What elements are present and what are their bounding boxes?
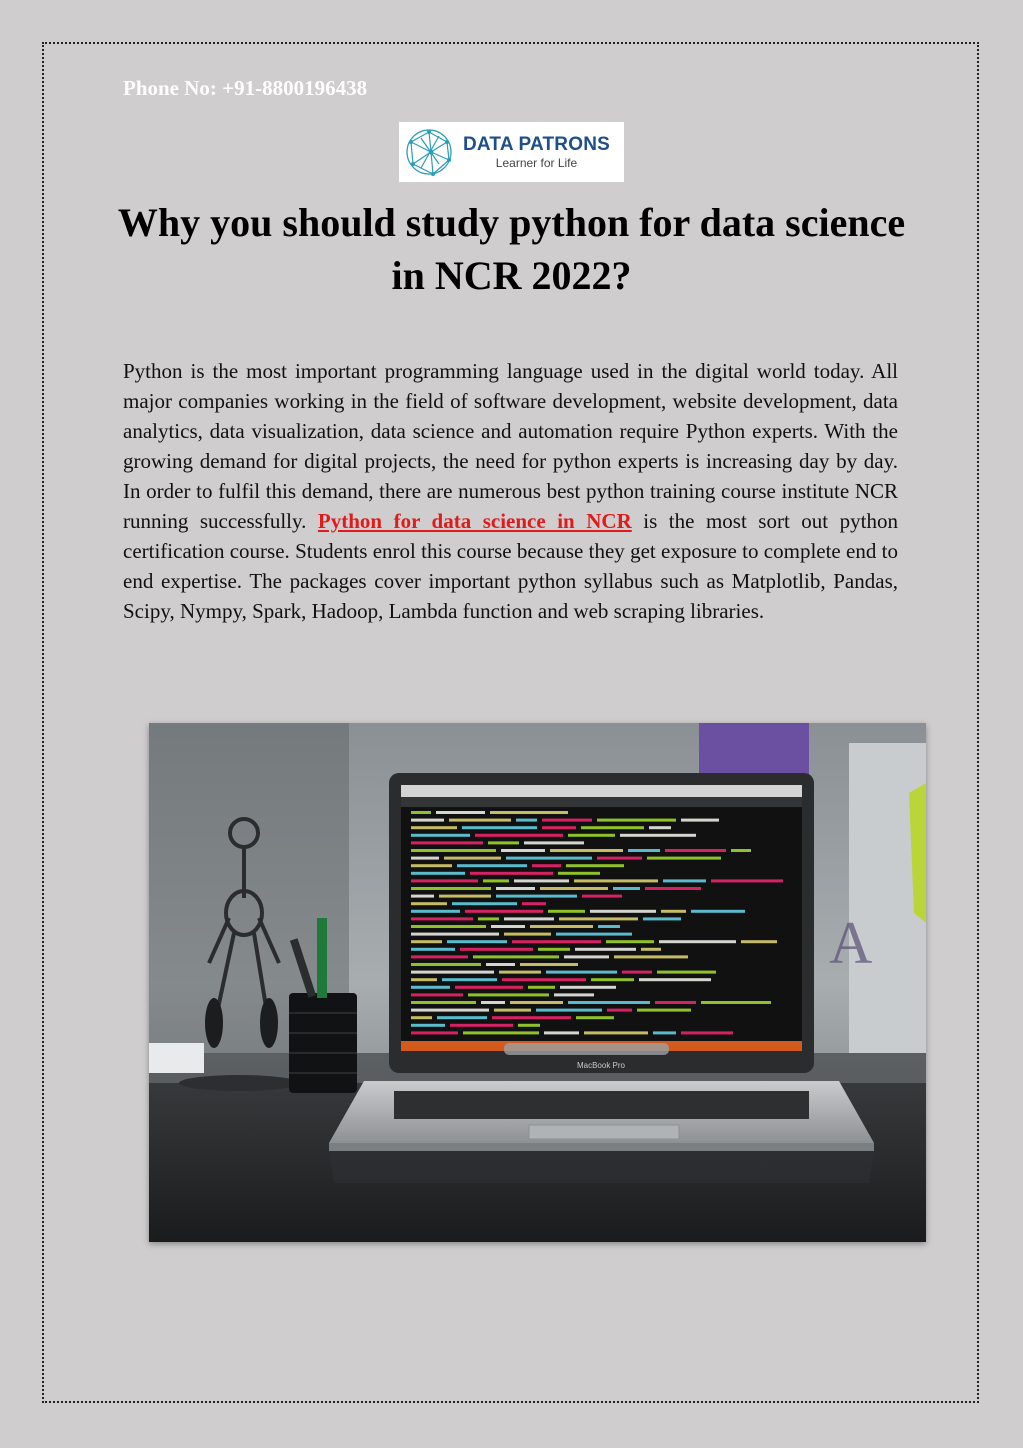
paragraph-text-before: Python is the most important programming language used in the digital world today. All major companies working in the field of software development, website development, data analytics, data visualization, data science and automation require Python experts. With the growing demand for digital projects, the need for python experts is increasing day by day. In order to fulfil this demand, there are numerous best python training course institute NCR running successfully.	[123, 359, 898, 533]
code-line-segment	[514, 879, 569, 882]
code-line-segment	[613, 887, 640, 890]
code-line-segment	[496, 895, 577, 898]
code-line-segment	[411, 1001, 476, 1004]
code-line-segment	[643, 917, 681, 920]
code-line-segment	[491, 925, 525, 928]
code-line-segment	[481, 1001, 505, 1004]
code-line-segment	[582, 895, 622, 898]
code-line-segment	[502, 978, 586, 981]
code-line-segment	[657, 971, 716, 974]
code-line-segment	[483, 879, 509, 882]
brain-network-icon	[401, 124, 457, 180]
code-line-segment	[411, 811, 431, 814]
code-line-segment	[444, 857, 501, 860]
code-line-segment	[494, 1009, 531, 1012]
code-line-segment	[463, 1031, 539, 1034]
code-line-segment	[411, 857, 439, 860]
code-line-segment	[411, 834, 470, 837]
code-line-segment	[411, 955, 468, 958]
code-line-segment	[576, 1016, 614, 1019]
code-line-segment	[437, 1016, 487, 1019]
code-line-segment	[590, 910, 656, 913]
code-line-segment	[447, 940, 507, 943]
code-line-segment	[468, 993, 549, 996]
code-line-segment	[661, 910, 686, 913]
code-line-segment	[492, 1016, 571, 1019]
code-line-segment	[490, 811, 568, 814]
code-line-segment	[411, 841, 483, 844]
code-line-segment	[510, 1001, 563, 1004]
article-paragraph	[123, 356, 898, 626]
code-line-segment	[691, 910, 745, 913]
code-line-segment	[556, 933, 632, 936]
code-line-segment	[460, 948, 533, 951]
code-line-segment	[665, 849, 726, 852]
phone-number: Phone No: +91-8800196438	[123, 76, 368, 100]
code-line-segment	[478, 917, 499, 920]
logo	[399, 122, 624, 182]
code-line-segment	[681, 1031, 733, 1034]
code-line-segment	[470, 872, 553, 875]
laptop-photo	[149, 723, 926, 1242]
svg-text:A: A	[829, 910, 873, 976]
code-line-segment	[475, 834, 563, 837]
code-line-segment	[559, 917, 638, 920]
code-line-segment	[622, 971, 652, 974]
code-line-segment	[655, 1001, 696, 1004]
code-line-segment	[560, 986, 616, 989]
code-line-segment	[501, 849, 545, 852]
code-line-segment	[548, 910, 585, 913]
code-line-segment	[568, 834, 615, 837]
code-line-segment	[465, 910, 543, 913]
code-line-segment	[597, 857, 642, 860]
code-line-segment	[518, 1024, 540, 1027]
code-line-segment	[614, 955, 688, 958]
code-line-segment	[653, 1031, 676, 1034]
code-line-segment	[411, 910, 460, 913]
code-line-segment	[591, 978, 634, 981]
code-line-segment	[558, 872, 600, 875]
code-line-segment	[536, 1009, 602, 1012]
code-line-segment	[546, 971, 617, 974]
code-line-segment	[411, 1016, 432, 1019]
code-line-segment	[645, 887, 701, 890]
code-line-segment	[584, 1031, 648, 1034]
laptop-brand-label: MacBook Pro	[576, 1061, 626, 1070]
code-line-segment	[449, 819, 511, 822]
code-line-segment	[436, 811, 485, 814]
logo-tagline: Learner for Life	[495, 155, 578, 170]
code-line-segment	[637, 1009, 691, 1012]
code-line-segment	[516, 819, 537, 822]
code-line-segment	[488, 841, 519, 844]
code-line-segment	[649, 826, 671, 829]
code-line-segment	[411, 902, 447, 905]
code-line-segment	[542, 826, 576, 829]
code-line-segment	[512, 940, 601, 943]
code-line-segment	[532, 864, 561, 867]
code-line-segment	[542, 819, 592, 822]
code-line-segment	[439, 895, 491, 898]
code-line-segment	[411, 1031, 458, 1034]
code-line-segment	[606, 940, 654, 943]
code-line-segment	[566, 864, 624, 867]
code-line-segment	[607, 1009, 632, 1012]
code-line-segment	[663, 879, 706, 882]
code-line-segment	[564, 955, 609, 958]
code-line-segment	[411, 1009, 489, 1012]
code-line-segment	[450, 1024, 513, 1027]
code-line-segment	[496, 887, 535, 890]
code-line-segment	[639, 978, 711, 981]
code-line-segment	[544, 1031, 579, 1034]
code-line-segment	[457, 864, 527, 867]
code-line-segment	[506, 857, 592, 860]
logo-name: DATA PATRONS	[463, 133, 610, 155]
code-line-segment	[411, 864, 452, 867]
code-line-segment	[411, 940, 442, 943]
code-line-segment	[550, 849, 623, 852]
code-line-segment	[701, 1001, 771, 1004]
code-line-segment	[647, 857, 721, 860]
code-line-segment	[575, 948, 636, 951]
code-line-segment	[731, 849, 751, 852]
code-line-segment	[411, 849, 496, 852]
code-line-segment	[462, 826, 537, 829]
code-line-segment	[473, 955, 559, 958]
code-line-segment	[620, 834, 696, 837]
python-data-science-link[interactable]: Python for data science in NCR	[317, 509, 632, 533]
code-line-segment	[411, 879, 478, 882]
code-line-segment	[411, 978, 437, 981]
code-line-segment	[538, 948, 570, 951]
code-line-segment	[455, 986, 523, 989]
code-line-segment	[659, 940, 736, 943]
paragraph-text-after: is the most sort out python certification course. Students enrol this course because they get exposure to complete end to end expertise. The packages cover important python syllabus such as Matplotlib, Pandas, Scipy, Nympy, Spark, Hadoop, Lambda function and web scraping libraries.	[123, 509, 898, 623]
code-line-segment	[741, 940, 777, 943]
code-line-segment	[597, 819, 676, 822]
code-line-segment	[411, 887, 491, 890]
code-line-segment	[524, 841, 584, 844]
code-line-segment	[504, 917, 554, 920]
code-line-segment	[486, 963, 515, 966]
laptop-photo-illustration	[149, 723, 926, 1242]
code-line-segment	[442, 978, 497, 981]
code-line-segment	[581, 826, 644, 829]
code-line-segment	[411, 925, 486, 928]
code-line-segment	[520, 963, 578, 966]
code-line-segment	[411, 971, 494, 974]
code-line-segment	[411, 895, 434, 898]
code-line-segment	[411, 917, 473, 920]
code-line-segment	[411, 993, 463, 996]
code-line-segment	[411, 826, 457, 829]
code-line-segment	[411, 948, 455, 951]
code-line-segment	[411, 1024, 445, 1027]
code-line-segment	[411, 986, 450, 989]
code-line-segment	[711, 879, 783, 882]
code-line-segment	[681, 819, 719, 822]
code-line-segment	[411, 872, 465, 875]
code-line-segment	[411, 819, 444, 822]
code-line-segment	[628, 849, 660, 852]
article-title: Why you should study python for data science in NCR 2022?	[117, 200, 906, 298]
code-line-segment	[452, 902, 517, 905]
code-line-segment	[540, 887, 608, 890]
code-line-segment	[568, 1001, 650, 1004]
code-line-segment	[499, 971, 541, 974]
code-line-segment	[522, 902, 546, 905]
code-line-segment	[554, 993, 594, 996]
code-line-segment	[528, 986, 555, 989]
code-line-segment	[641, 948, 661, 951]
code-line-segment	[411, 963, 481, 966]
code-line-segment	[530, 925, 593, 928]
code-line-segment	[574, 879, 658, 882]
code-line-segment	[411, 933, 499, 936]
code-line-segment	[504, 933, 551, 936]
code-line-segment	[598, 925, 620, 928]
